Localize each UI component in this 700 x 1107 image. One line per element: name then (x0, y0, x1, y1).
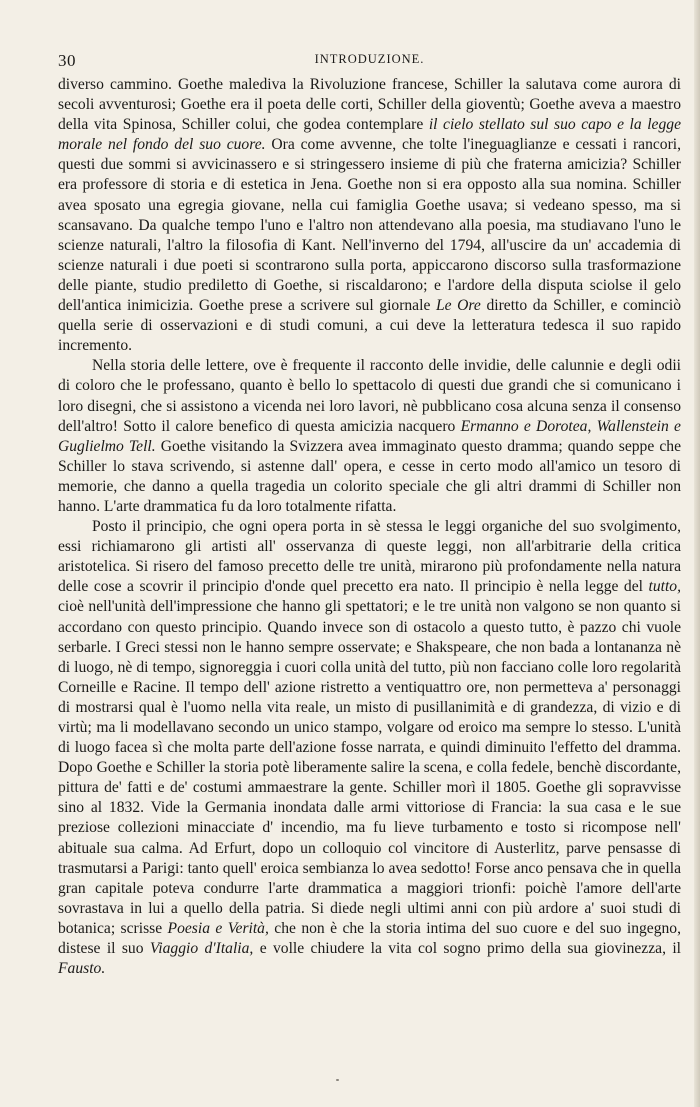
paragraph-2 (58, 356, 681, 517)
text-run: e volle chiudere la vita col sogno primo della sua giovinezza, il (253, 940, 682, 958)
text-run: cioè nell'unità dell'impressione che hanno gli spettatori; e le tre unità non valgono se non quanto si accordano con questo principio. Quando invece son di ostacolo a questo tutto, è pazzo chi vuole serbarle. I Greci stessi non le hanno sempre osservate; e Shakspeare, che non bada a lontananza nè di luogo, nè di tempo, signoreggia i cuori colla unità del tutto, più non facciano colle loro regolarità Corneille e Racine. Il tempo dell' azione ristretto a ventiquattro ore, non permetteva a' personaggi di mostrarsi qual è l'uomo nella vita reale, un misto di pusillanimità e di grandezza, di vizio e di virtù; ma li modellavano secondo un unico stampo, volgare od eroico ma sempre lo stesso. L'unità di luogo facea sì che molta parte dell'azione fosse narrata, e quindi diminuito l'effetto del dramma. Dopo Goethe e Schiller la storia potè liberamente salire la scena, e colla fedele, benchè discordante, pittura de' fatti e de' costumi ammaestrare la gente. Schiller morì il 1805. Goethe gli sopravvisse sino al 1832. Vide la Germania inondata dalle armi vittoriose di Francia: la sua casa e le sue preziose collezioni minacciate d' incendio, ma fu lieve turbamento e tosto si ricompose nell' abituale sua calma. Ad Erfurt, dopo un colloquio col vincitore di Austerlitz, parve pensasse di trasmutarsi a Parigi: tanto quell' eroica sembianza lo avea sedotto! Forse anco pensava che in quella gran capitale poteva condurre l'arte drammatica a maggiori trionfi: poichè l'amore dell'arte sovrastava in lui a quello della patria. Si diede negli ultimi anni con più ardore a' suoi studi di botanica; scrisse (58, 598, 681, 937)
paragraph-1 (58, 75, 681, 356)
italic-text-run: Viaggio d'Italia, (149, 940, 254, 958)
italic-text-run: tutto, (648, 578, 681, 596)
bottom-dot-mark (336, 1079, 339, 1081)
text-run: Goethe visitando la Svizzera avea immaginato questo dramma; quando seppe che Schiller lo stava scrivendo, si astenne dall' opera, e cesse in certo modo all'amico un tesoro di memorie, che danno a quella tragedia un colorito speciale che gli altri drammi di Schiller non hanno. L'arte drammatica fu da loro totalmente rifatta. (58, 437, 681, 515)
text-run: diverso cammino. Goethe malediva la Rivoluzione francese, Schiller la salutava come aurora di secoli avventurosi; Goethe era il poeta delle corti, Schiller della gioventù; Goethe aveva a maestro della vita Spinosa, Schiller colui, che godea contemplare (58, 76, 681, 134)
book-page (58, 49, 681, 979)
text-run: Ora come avvenne, che tolte l'ineguaglianze e cessati i rancori, questi due sommi si avvicinassero e si stringessero insieme di più che fraterna amicizia? Schiller era professore di storia e di estetica in Jena. Goethe non si era opposto alla sua nomina. Schiller avea sposato una egregia giovane, nella cui famiglia Goethe usava; si vedeano spesso, ma si scansavano. Da qualche tempo l'uno e l'altro non attendevano alla poesia, ma studiavano l'uno le scienze naturali, l'altro la filosofia di Kant. Nell'inverno del 1794, all'uscire da un' accademia di scienze naturali i due poeti si scontrarono sulla porta, appiccarono discorso sulla trasformazione delle piante, studio prediletto di Goethe, si riscaldarono; e l'ardore della disputa sciolse il gelo dell'antica inimicizia. Goethe prese a scrivere sul giornale (58, 136, 682, 315)
running-head (58, 49, 681, 71)
text-run: Posto il principio, che ogni opera porta in sè stessa le leggi organiche del suo svolgimento, essi richiamarono gli artisti all' osservanza di queste leggi, non all'arbitrarie della critica aristotelica. Si risero del famoso precetto delle tre unità, mirarono più profondamente nella natura delle cose a scovrir il principio d'onde quel precetto era nato. Il principio è nella legge del (58, 518, 681, 596)
italic-text-run: il cielo stellato sul suo capo e la legge morale nel fondo del suo cuore. (58, 116, 681, 154)
page-number: 30 (58, 51, 76, 70)
italic-text-run: Fausto. (58, 960, 106, 978)
page-edge-shadow (694, 0, 700, 1107)
italic-text-run: Ermanno e Dorotea, Wallenstein e Guglielmo Tell. (58, 417, 681, 455)
paragraph-3 (58, 517, 681, 979)
text-run: diretto da Schiller, e cominciò quella serie di osservazioni e di studi comuni, a cui deve la letteratura tedesca il suo rapido incremento. (58, 297, 681, 355)
text-run: che non è che la storia intima del suo cuore e del suo ingegno, distese il suo (58, 919, 681, 958)
running-title: INTRODUZIONE. (314, 52, 425, 66)
text-run: Nella storia delle lettere, ove è frequente il racconto delle invidie, delle calunnie e degli odii di coloro che le professano, quanto è bello lo spettacolo di questi due grandi che si comunicano i loro disegni, che si assistono a vicenda nei loro lavori, nè pubblicano cosa alcuna senza il consenso dell'altro! Sotto il calore benefico di questa amicizia nacquero (58, 357, 681, 435)
italic-text-run: Le Ore (435, 297, 481, 315)
italic-text-run: Poesia e Verità, (167, 919, 269, 937)
body-text (58, 75, 681, 979)
